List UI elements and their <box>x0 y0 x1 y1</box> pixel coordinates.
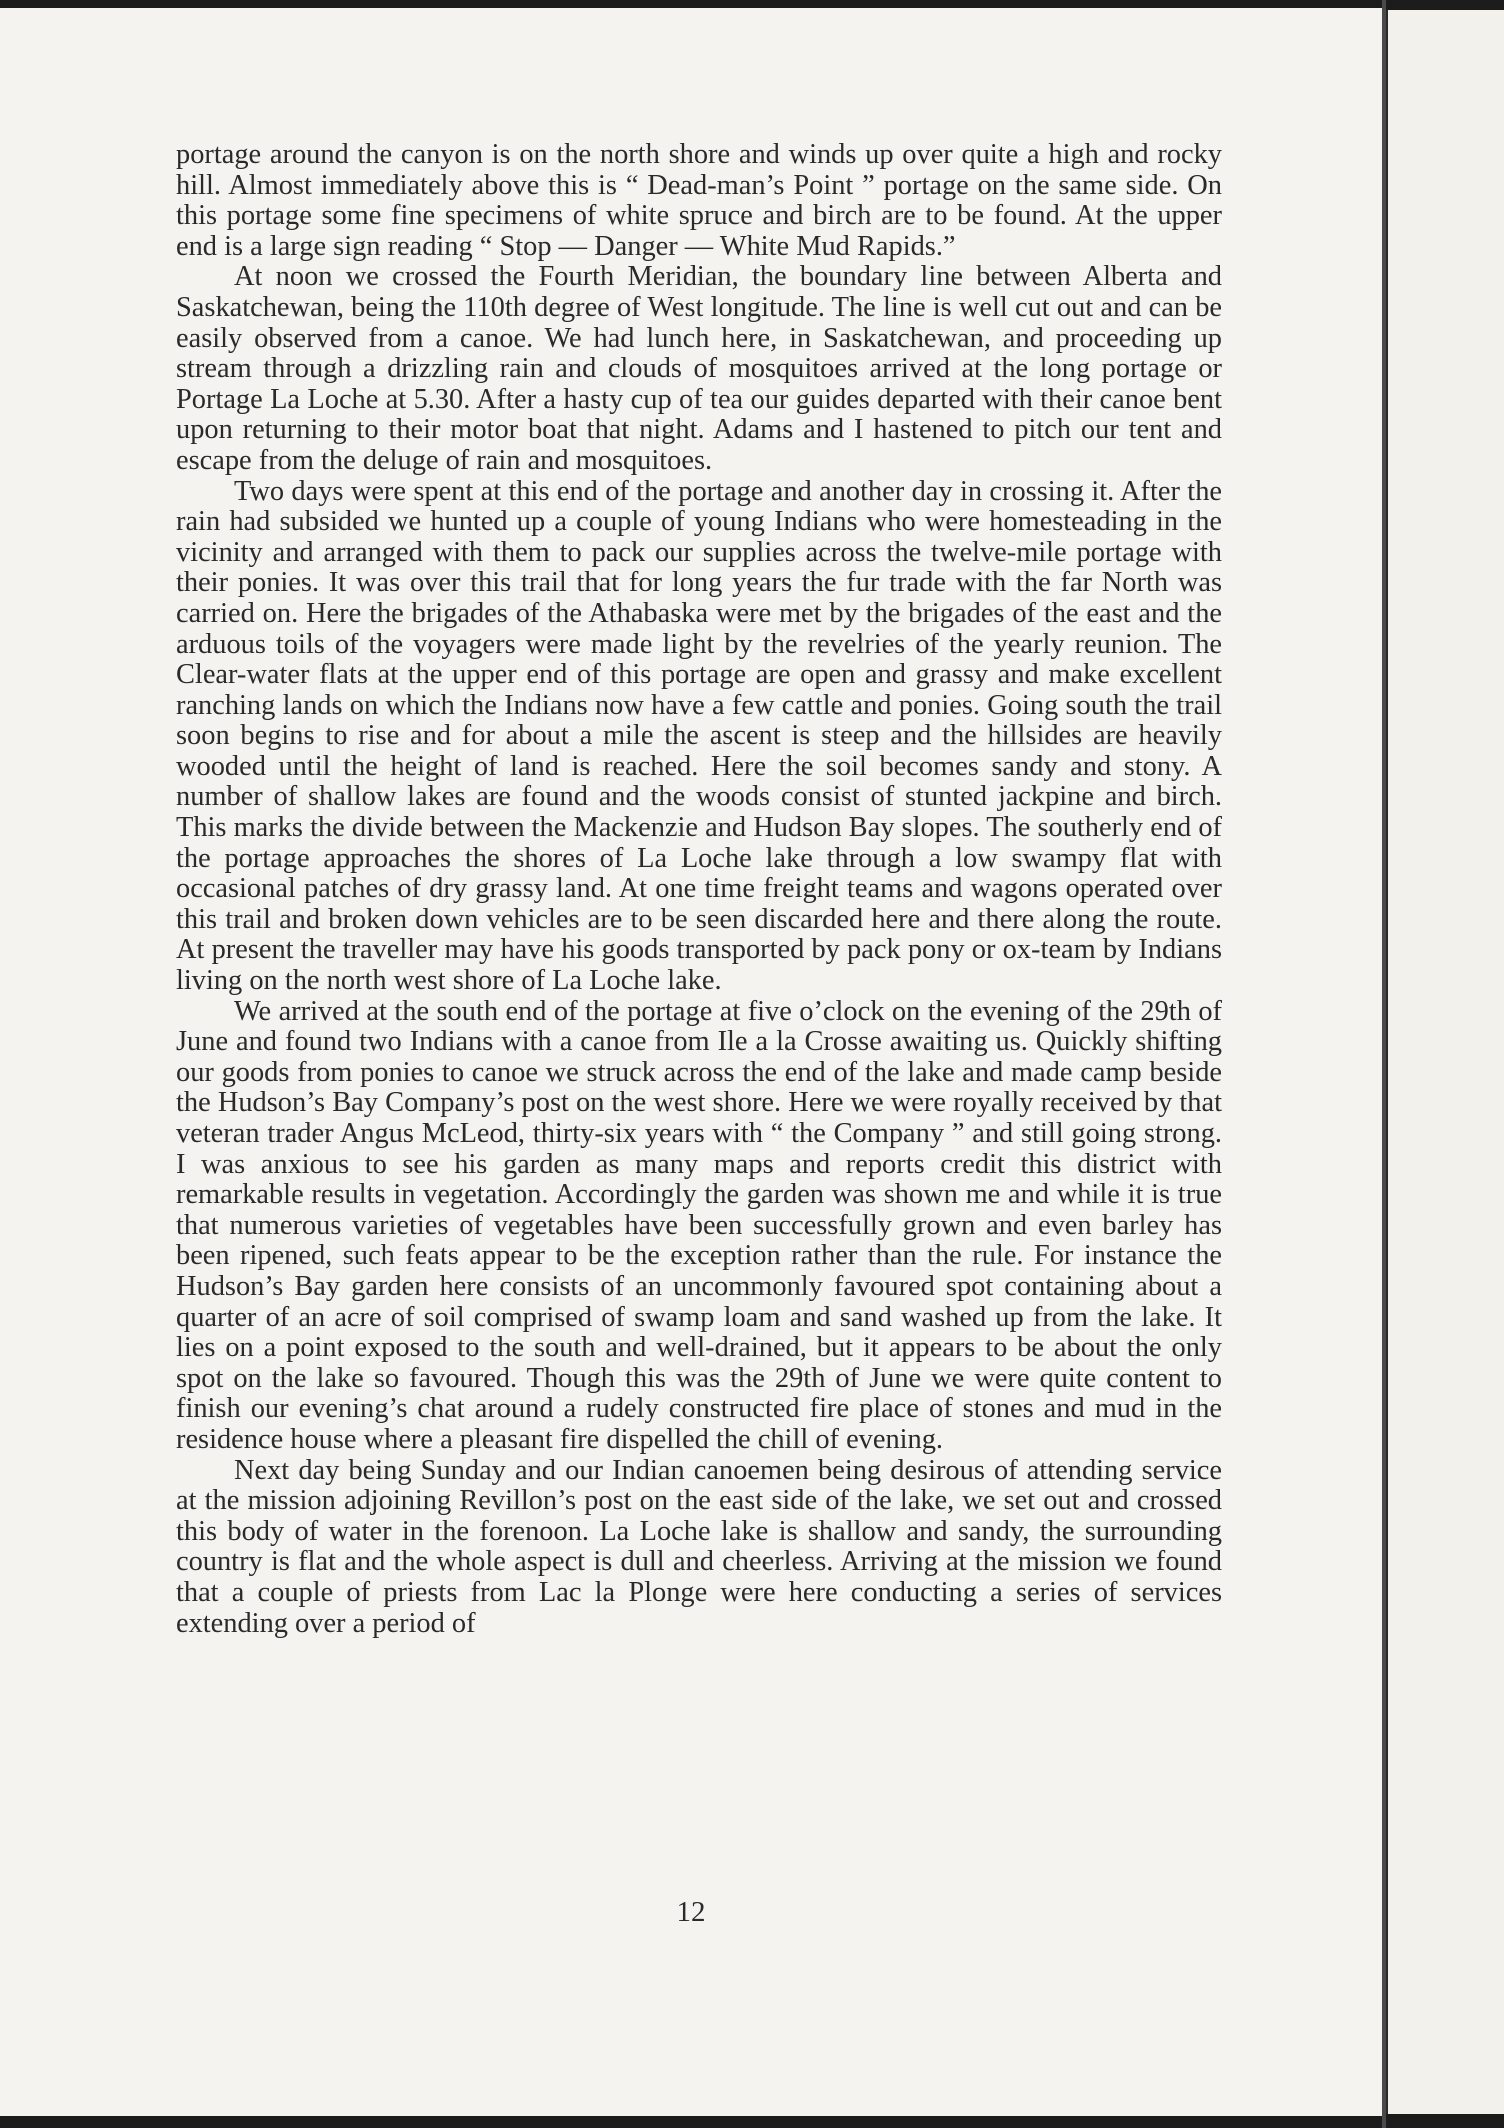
paragraph-portage-crossing: Two days were spent at this end of the portage and another day in crossing it. After the rain had subsided we hunted up a couple of young Indians who were homesteading in the vicinity and arranged with them to pack our supplies across the twelve-mile portage with their ponies. It was over this trail that for long years the fur trade with the far North was carried on. Here the brigades of the Athabaska were met by the brigades of the east and the arduous toils of the voyagers were made light by the revelries of the yearly reunion. The Clear-water flats at the upper end of this portage are open and grassy and make excellent ranching lands on which the Indians now have a few cattle and ponies. Going south the trail soon begins to rise and for about a mile the ascent is steep and the hillsides are heavily wooded until the height of land is reached. Here the soil becomes sandy and stony. A number of shallow lakes are found and the woods consist of stunted jackpine and birch. This marks the divide between the Mackenzie and Hudson Bay slopes. The southerly end of the portage approaches the shores of La Loche lake through a low swampy flat with occasional patches of dry grassy land. At one time freight teams and wagons operated over this trail and broken down vehicles are to be seen discarded here and there along the route. At present the traveller may have his goods transported by pack pony or ox-team by Indians living on the north west shore of La Loche lake. <box>176 475 1222 997</box>
page-number: 12 <box>676 1896 706 1928</box>
paragraph-fourth-meridian: At noon we crossed the Fourth Meridian, the boundary line between Alberta and Saskatchewan, being the 110th degree of West longitude. The line is well cut out and can be easily observed from a canoe. We had lunch here, in Saskatchewan, and proceeding up stream through a drizzling rain and clouds of mosquitoes arrived at the long portage or Portage La Loche at 5.30. After a hasty cup of tea our guides departed with their canoe bent upon returning to their motor boat that night. Adams and I hastened to pitch our tent and escape from the deluge of rain and mosquitoes. <box>176 261 1222 476</box>
paragraph-sunday-mission: Next day being Sunday and our Indian canoemen being desirous of attending service at the mission adjoining Revillon’s post on the east side of the lake, we set out and crossed this body of water in the forenoon. La Loche lake is shallow and sandy, the surrounding country is flat and the whole aspect is dull and cheerless. Arriving at the mission we found that a couple of priests from Lac la Plonge were here conducting a series of services extending over a period of <box>176 1454 1222 1639</box>
paragraph-la-loche-arrival: We arrived at the south end of the portage at five o’clock on the evening of the 29th of June and found two Indians with a canoe from Ile a la Crosse awaiting us. Quickly shifting our goods from ponies to canoe we struck across the end of the lake and made camp beside the Hudson’s Bay Company’s post on the west shore. Here we were royally received by that veteran trader Angus McLeod, thirty-six years with “ the Company ” and still going strong. I was anxious to see his garden as many maps and reports credit this district with remarkable results in vegetation. Accordingly the garden was shown me and while it is true that numerous varieties of vegetables have been successfully grown and even barley has been ripened, such feats appear to be the exception rather than the rule. For instance the Hudson’s Bay garden here consists of an uncommonly favoured spot containing about a quarter of an acre of soil comprised of swamp loam and sand washed up from the lake. It lies on a point exposed to the south and well-drained, but it appears to be about the only spot on the lake so favoured. Though this was the 29th of June we were quite content to finish our evening’s chat around a rudely constructed fire place of stones and mud in the residence house where a pleasant fire dispelled the chill of evening. <box>176 995 1222 1455</box>
body-text <box>176 140 1222 1639</box>
adjacent-page-edge <box>1386 10 1504 2114</box>
paragraph-continuation: portage around the canyon is on the north shore and winds up over quite a high and rocky hill. Almost immediately above this is “ Dead-man’s Point ” portage on the same side. On this portage some fine specimens of white spruce and birch are to be found. At the upper end is a large sign reading “ Stop — Danger — White Mud Rapids.” <box>176 139 1222 262</box>
